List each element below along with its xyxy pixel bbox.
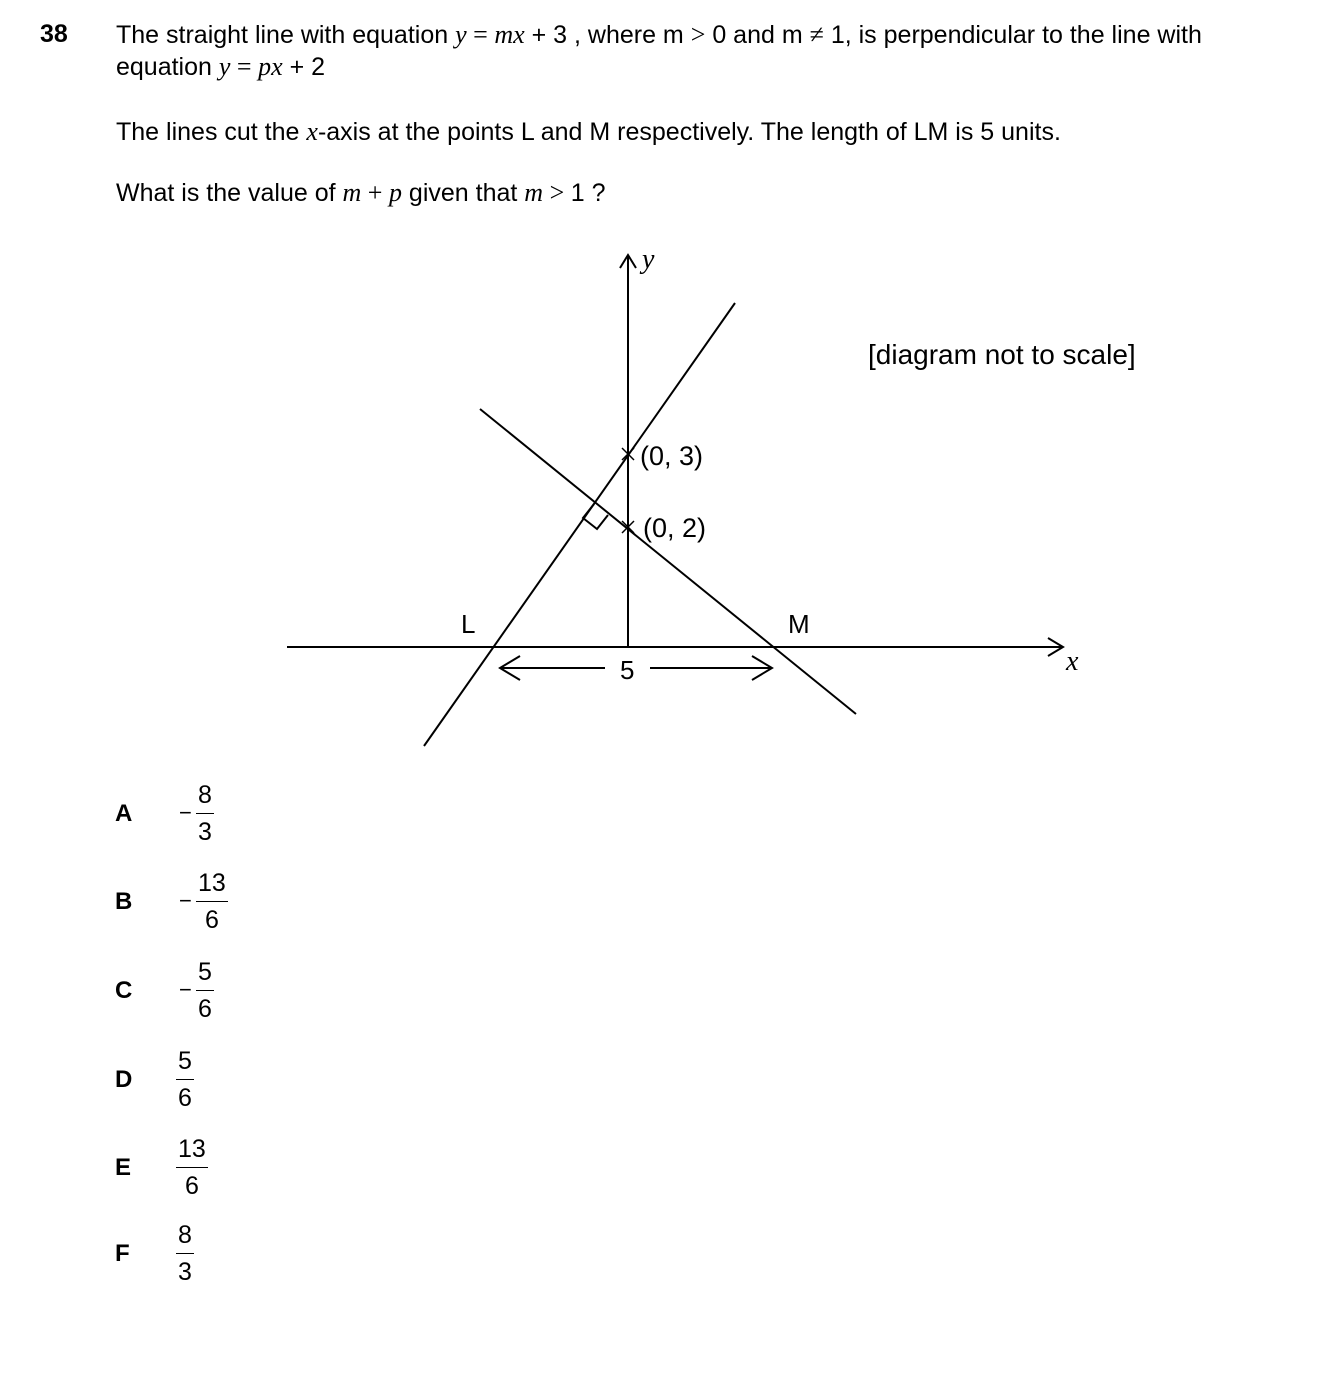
option-fraction: $\frac{13}{6}$ <box>178 1135 206 1200</box>
option-sign: − <box>179 888 192 913</box>
question-line-1: The straight line with equation y = mx + 3 , where m > 0 and m ≠ 1, is perpendicular to the line with <box>116 20 1202 49</box>
option-sign: − <box>179 977 192 1002</box>
question-line-2: equation y = px + 2 <box>116 52 326 81</box>
option-letter: C <box>115 977 133 1004</box>
y-axis-label: y <box>642 244 655 275</box>
label-m: M <box>788 609 810 639</box>
option-f[interactable] <box>0 1220 400 1300</box>
option-e[interactable] <box>0 1134 400 1214</box>
option-b[interactable] <box>0 868 400 948</box>
option-fraction: $\frac{5}{6}$ <box>198 958 212 1023</box>
right-angle-marker <box>583 504 608 529</box>
option-fraction: $\frac{8}{3}$ <box>178 1221 192 1286</box>
x-axis-label: x <box>1066 646 1079 677</box>
point-label-0-3: (0, 3) <box>640 441 704 471</box>
option-letter: E <box>115 1154 132 1181</box>
option-letter: D <box>115 1066 133 1093</box>
question-number: 38 <box>40 20 68 48</box>
option-fraction: $\frac{13}{6}$ <box>198 869 226 934</box>
not-to-scale-note: [diagram not to scale] <box>868 339 1136 370</box>
option-letter: A <box>115 800 133 827</box>
option-d[interactable] <box>0 1046 400 1126</box>
option-c[interactable] <box>0 957 400 1037</box>
question-line-4: What is the value of m + p given that m > 1 ? <box>116 178 606 207</box>
option-letter: F <box>115 1240 130 1267</box>
option-sign: − <box>179 800 192 825</box>
length-label: 5 <box>620 655 635 685</box>
option-a[interactable] <box>0 780 400 860</box>
question-line-3: The lines cut the x-axis at the points L and M respectively. The length of LM is 5 units. <box>116 117 1061 146</box>
point-label-0-2: (0, 2) <box>643 513 707 543</box>
option-fraction: $\frac{5}{6}$ <box>178 1047 192 1112</box>
label-l: L <box>461 609 476 639</box>
option-fraction: $\frac{8}{3}$ <box>198 781 212 846</box>
option-letter: B <box>115 888 133 915</box>
